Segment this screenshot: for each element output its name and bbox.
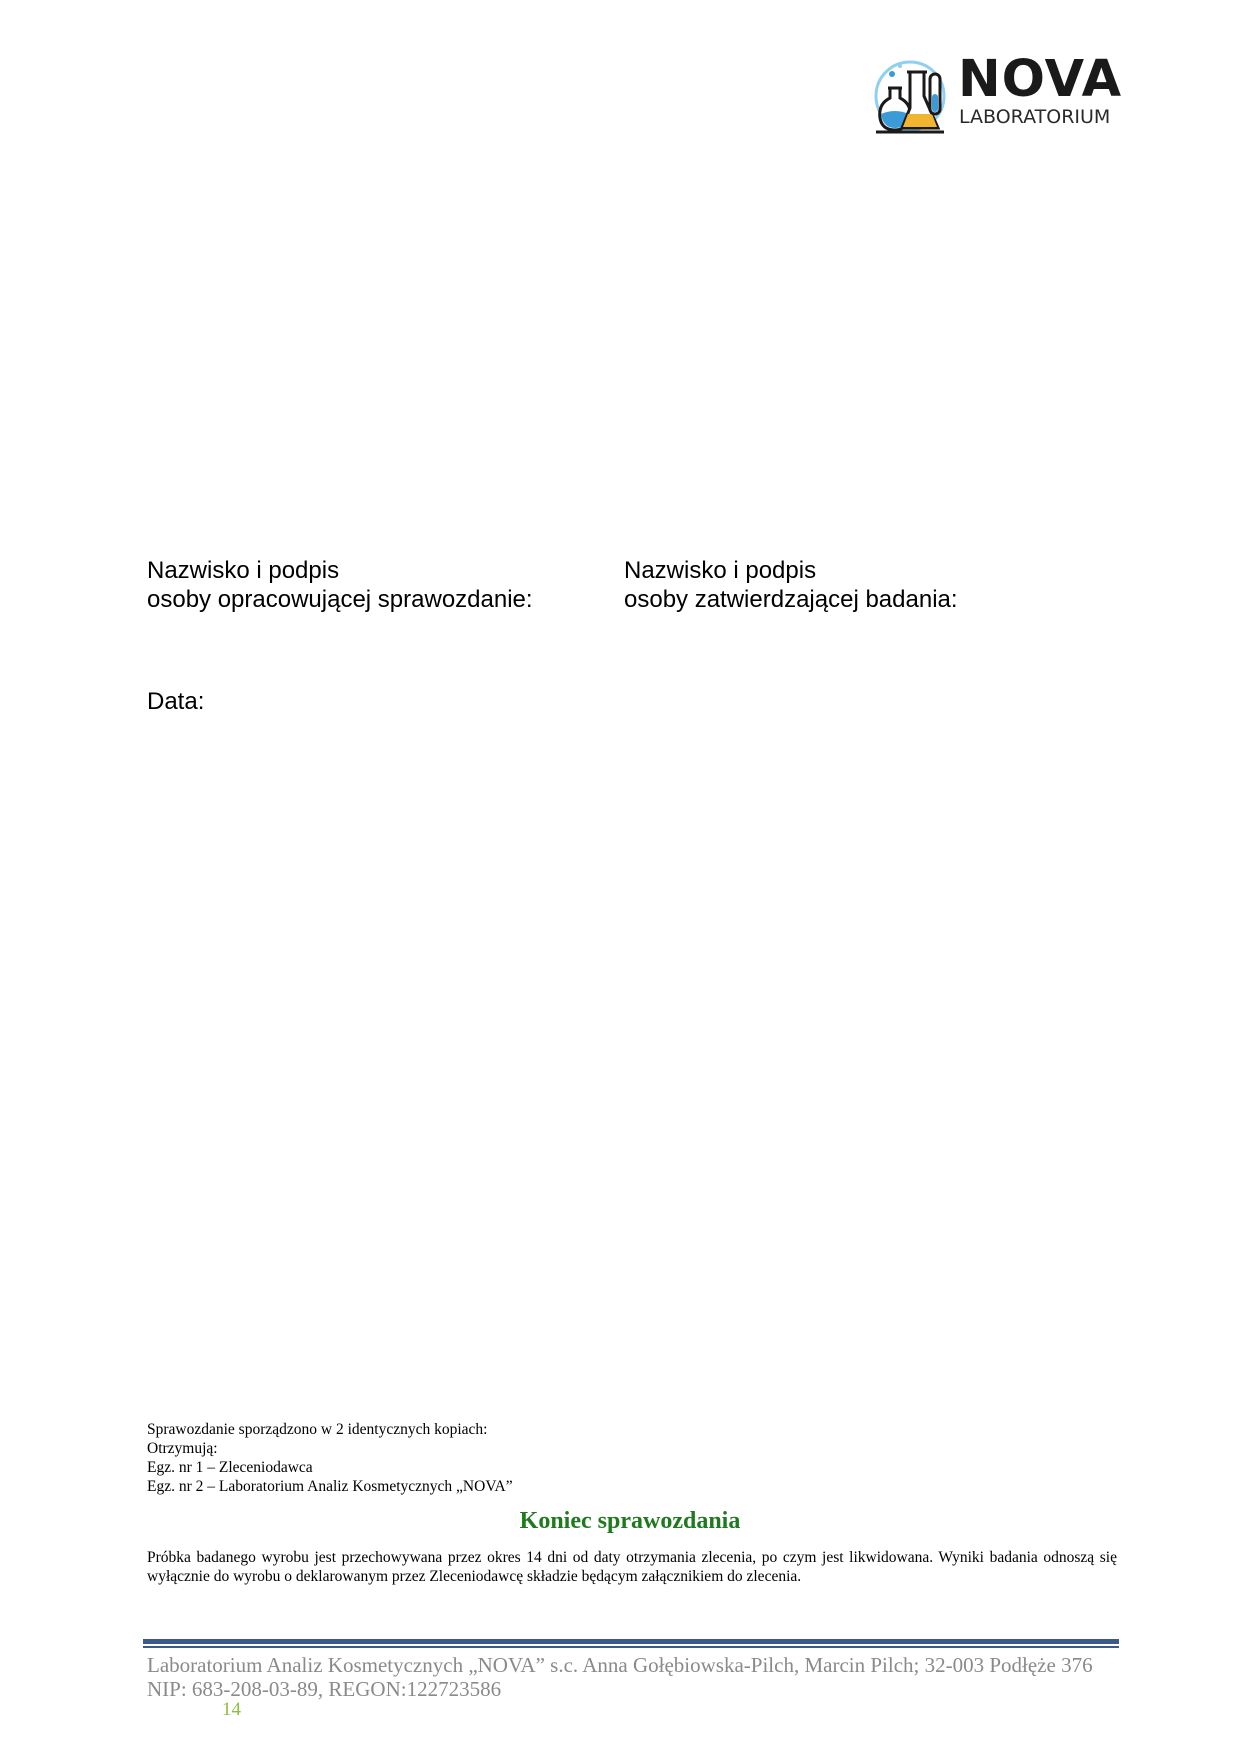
copies-list <box>147 1420 513 1496</box>
copies-line: Egz. nr 2 – Laboratorium Analiz Kosmetycznych „NOVA” <box>147 1478 513 1495</box>
footer-divider <box>143 1639 1119 1648</box>
copies-line: Sprawozdanie sporządzono w 2 identycznych kopiach: <box>147 1421 488 1438</box>
logo-wordmark: NOVA <box>958 50 1123 109</box>
logo-subtitle: LABORATORIUM <box>959 106 1111 128</box>
copies-line: Otrzymują: <box>147 1440 218 1457</box>
sample-retention-note: Próbka badanego wyrobu jest przechowywana przez okres 14 dni od daty otrzymania zlecenia, po czym jest likwidowana. Wyniki badania odnoszą się wyłącznie do wyrobu o deklarowanym przez Zleceniodawcę składzie będącym załącznikiem do zlecenia. <box>147 1549 1117 1585</box>
footer-tax-ids: NIP: 683-208-03-89, REGON:122723586 <box>147 1677 502 1701</box>
lab-flask-icon <box>872 58 952 136</box>
signature-label-line2: osoby zatwierdzającej badania: <box>624 586 958 613</box>
footer-company-info <box>147 1653 1093 1701</box>
nova-logo <box>872 50 1123 138</box>
signature-block-preparer <box>147 556 533 614</box>
signature-block-approver <box>624 556 958 614</box>
date-label: Data: <box>147 688 205 715</box>
page-number: 14 <box>222 1699 241 1720</box>
signature-label-line1: Nazwisko i podpis <box>624 557 817 584</box>
end-of-report-title: Koniec sprawozdania <box>519 1508 741 1534</box>
signature-label-line2: osoby opracowującej sprawozdanie: <box>147 586 533 613</box>
footer-address: Laboratorium Analiz Kosmetycznych „NOVA” s.c. Anna Gołębiowska-Pilch, Marcin Pilch; 32-003 Podłęże 376 <box>147 1653 1093 1677</box>
copies-line: Egz. nr 1 – Zleceniodawca <box>147 1459 313 1476</box>
signature-label-line1: Nazwisko i podpis <box>147 557 340 584</box>
